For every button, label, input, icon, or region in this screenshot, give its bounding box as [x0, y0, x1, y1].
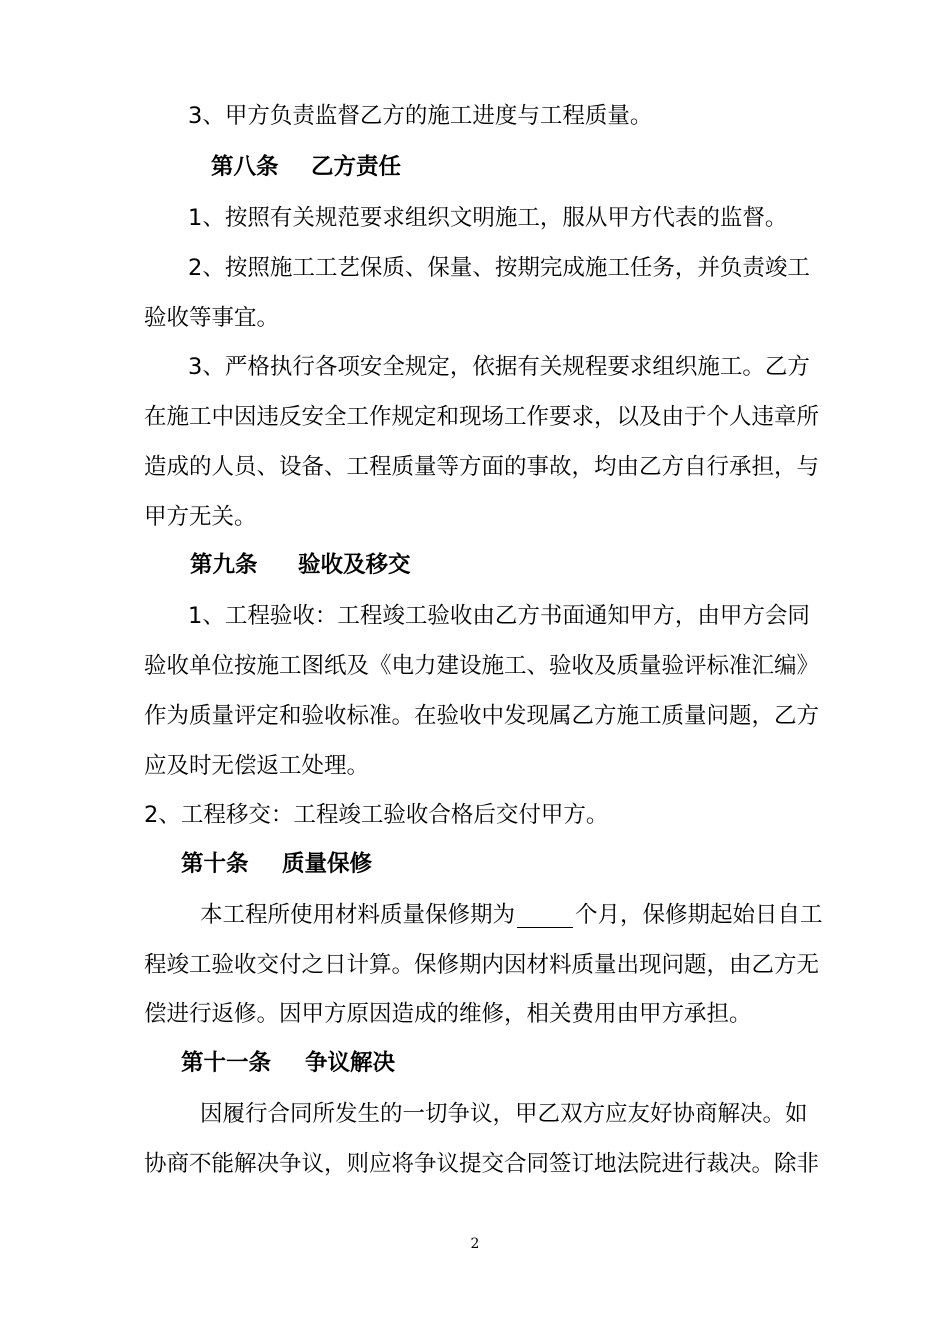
text-line: [200, 900, 823, 930]
warranty-months-blank: [517, 905, 573, 928]
text-line: 作为质量评定和验收标准。在验收中发现属乙方施工质量问题，乙方: [144, 703, 820, 729]
text-line: 1、工程验收：工程竣工验收由乙方书面通知甲方，由甲方会同: [188, 603, 810, 629]
heading-number: 第十条: [181, 851, 249, 877]
text-line: 2、按照施工工艺保质、保量、按期完成施工任务，并负责竣工: [188, 255, 810, 281]
heading-title: 验收及移交: [298, 552, 411, 578]
text-line: 偿进行返修。因甲方原因造成的维修，相关费用由甲方承担。: [144, 1001, 752, 1027]
text-line: 3、严格执行各项安全规定，依据有关规程要求组织施工。乙方: [188, 354, 810, 380]
text-line: 1、按照有关规范要求组织文明施工，服从甲方代表的监督。: [188, 205, 788, 231]
text-line: 验收单位按施工图纸及《电力建设施工、验收及质量验评标准汇编》: [144, 653, 820, 679]
heading-title: 乙方责任: [311, 154, 402, 180]
text-segment: 本工程所使用材料质量保修期为: [200, 902, 516, 928]
text-line: 3、甲方负责监督乙方的施工进度与工程质量。: [188, 103, 653, 129]
heading-number: 第十一条: [181, 1050, 272, 1076]
heading-number: 第八条: [211, 154, 279, 180]
section-heading-11: [181, 1048, 395, 1078]
section-heading-9: [190, 550, 411, 580]
page-number: 2: [470, 1236, 480, 1252]
text-line: 造成的人员、设备、工程质量等方面的事故，均由乙方自行承担，与: [144, 454, 820, 480]
text-line: 协商不能解决争议，则应将争议提交合同签订地法院进行裁决。除非: [144, 1151, 820, 1177]
heading-title: 争议解决: [305, 1050, 396, 1076]
text-line: 验收等事宜。: [144, 305, 280, 331]
text-line: 2、工程移交：工程竣工验收合格后交付甲方。: [144, 802, 609, 828]
section-heading-10: [181, 849, 372, 879]
text-line: 在施工中因违反安全工作规定和现场工作要求，以及由于个人违章所: [144, 404, 820, 430]
text-line: 因履行合同所发生的一切争议，甲乙双方应友好协商解决。如: [200, 1101, 808, 1127]
heading-number: 第九条: [190, 552, 258, 578]
heading-title: 质量保修: [282, 851, 373, 877]
text-line: 程竣工验收交付之日计算。保修期内因材料质量出现问题，由乙方无: [144, 952, 820, 978]
section-heading-8: [211, 152, 401, 182]
text-line: 应及时无偿返工处理。: [144, 753, 370, 779]
text-line: 甲方无关。: [144, 504, 257, 530]
text-segment: 个月，保修期起始日自工: [575, 902, 823, 928]
